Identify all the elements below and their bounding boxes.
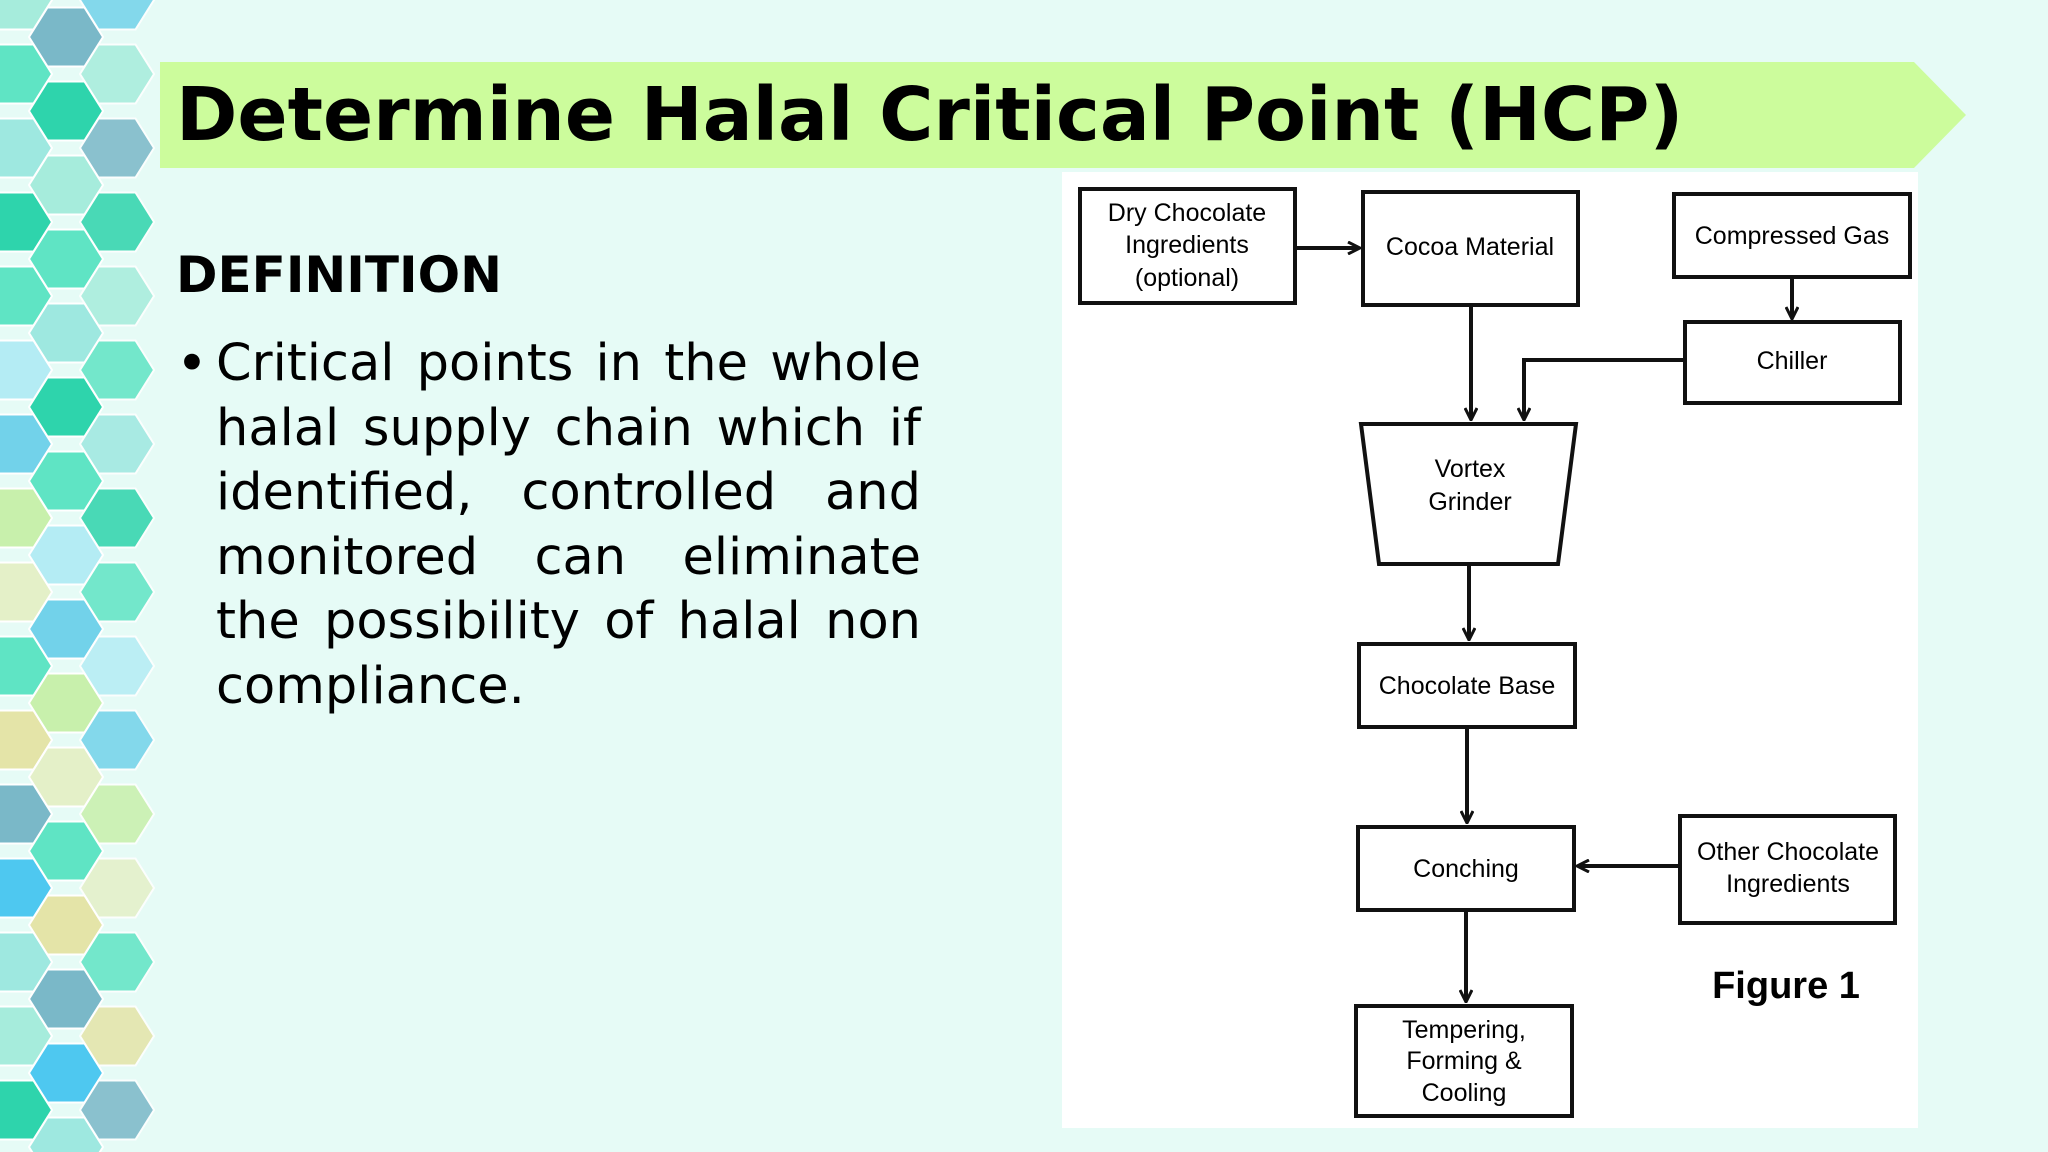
label-vortex-grinder-line2: Grinder — [1428, 488, 1512, 516]
label-dry-chocolate-line3: (optional) — [1134, 264, 1240, 292]
hexagon-decoration — [0, 0, 170, 1152]
label-vortex-grinder-line1: Vortex — [1434, 455, 1506, 483]
label-tempering-line2: Forming & — [1406, 1047, 1522, 1075]
label-chiller: Chiller — [1756, 347, 1828, 375]
title-banner — [160, 62, 1966, 168]
arrow-chiller-to-grinder — [1524, 360, 1685, 419]
label-other-chocolate-line1: Other Chocolate — [1696, 838, 1880, 866]
definition-bullet — [176, 332, 921, 719]
label-chocolate-base: Chocolate Base — [1378, 672, 1556, 700]
bullet-dot-icon: • — [176, 332, 208, 395]
label-dry-chocolate-line1: Dry Chocolate — [1107, 199, 1267, 227]
flowchart-diagram — [1062, 172, 1918, 1128]
figure-caption: Figure 1 — [1712, 965, 1860, 1007]
label-tempering-line3: Cooling — [1421, 1079, 1507, 1107]
label-conching: Conching — [1413, 855, 1519, 883]
label-dry-chocolate-line2: Ingredients — [1125, 231, 1249, 259]
label-compressed-gas: Compressed Gas — [1694, 222, 1890, 250]
label-tempering-line1: Tempering, — [1402, 1016, 1526, 1044]
definition-text: Critical points in the whole halal supply chain which if identified, controlled and monitored can eliminate the possibility of halal non compliance. — [216, 334, 921, 716]
label-other-chocolate-line2: Ingredients — [1726, 870, 1850, 898]
flowchart-figure — [1062, 172, 1918, 1128]
definition-heading: DEFINITION — [176, 246, 502, 304]
page-title: Determine Halal Critical Point (HCP) — [176, 72, 1684, 158]
label-cocoa-material: Cocoa Material — [1385, 233, 1555, 261]
